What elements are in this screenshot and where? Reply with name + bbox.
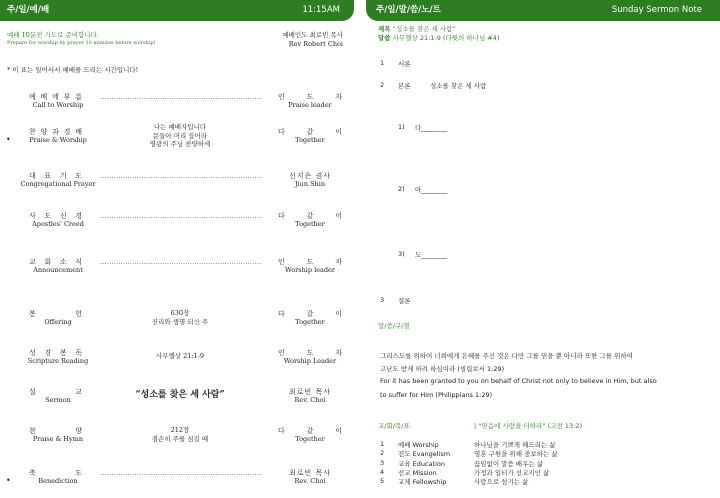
order-item-ko: 찬 양 xyxy=(29,427,85,435)
order-item-detail-line: 겸손히 주를 섬길 때 xyxy=(151,434,209,443)
order-item-detail-line: 나는 예배자입니다 xyxy=(153,123,207,131)
order-dots: ...................................................................... xyxy=(100,94,262,101)
order-item-detail-line: 212장 xyxy=(170,426,190,434)
order-item-detail-line: 630장 xyxy=(170,309,190,317)
vision-item-desc: 하나님을 기쁘게 해드리는 삶 xyxy=(474,441,556,449)
order-item-en: Benediction xyxy=(38,477,78,485)
order-dots: ...................................................................... xyxy=(100,213,262,220)
order-item-leader-en: Rev. Choi xyxy=(294,477,326,485)
order-item-en: Congregational Prayer xyxy=(20,180,96,188)
vision-item-desc: 영혼 구원을 위해 중보하는 삶 xyxy=(474,450,558,459)
order-item-detail-line: 사무엘상 21:1-9 xyxy=(155,352,205,360)
sermon-text-row xyxy=(378,33,499,42)
order-item-leader-ko: 최로빈 목사 xyxy=(288,469,332,477)
outline-num-2: 2 xyxy=(380,81,385,89)
order-item-detail xyxy=(95,391,265,400)
sermon-text: 사무엘상 21:1-9 (다윗의 하나님 #4) xyxy=(392,34,500,42)
outline-intro: 서론 xyxy=(398,60,411,68)
vision-item-name: 교육 Education xyxy=(398,459,445,468)
vision-heading: 교/회/목/표 xyxy=(378,422,410,430)
vision-item-num: 4 xyxy=(380,467,385,476)
memory-en-line1: For it has been granted to you on behalf of Christ not only to believe in Him, but also xyxy=(380,377,657,385)
outline-num-1: 1 xyxy=(380,59,385,67)
order-item-ko: 대 표 기 도 xyxy=(29,172,85,180)
vision-item-desc: 가정과 일터가 선교지인 삶 xyxy=(474,468,550,477)
prep-ko: 예배 10분전 기도로 준비합니다. xyxy=(7,31,99,39)
memory-heading: 말/씀/구/절 xyxy=(378,322,410,330)
order-item-detail-line: 진리와 생명 되신 주 xyxy=(151,317,209,326)
order-item-ko: 사 도 신 경 xyxy=(29,212,85,220)
outline-point-1: 다________ xyxy=(415,124,448,132)
vision-item-num: 5 xyxy=(380,477,385,486)
order-item-detail-line: 영광의 주님 찬양하세 xyxy=(149,140,211,148)
order-item-ko: 축 도 xyxy=(29,469,85,477)
order-dots: ...................................................................... xyxy=(100,470,262,477)
order-item-detail-line: “성소를 찾은 세 사람” xyxy=(135,390,225,400)
order-item-en: Offering xyxy=(44,318,72,326)
outline-point-3: 도________ xyxy=(415,251,448,259)
standing-bullet: • xyxy=(6,476,11,485)
outline-body-title: 성소를 찾은 세 사람 xyxy=(430,82,487,90)
prep-en: Prepare for worship by prayer 10 minutes before worship! xyxy=(7,40,156,46)
sermon-title-row xyxy=(378,24,456,33)
order-item-leader-en: Rev. Choi xyxy=(294,396,326,404)
memory-ko-line2: 고난도 받게 하려 하심이라 (빌립보서 1:29) xyxy=(380,365,505,373)
sermon-title-label: 제목 xyxy=(378,25,391,33)
order-item-ko: 교 회 소 식 xyxy=(29,258,85,266)
order-item-detail xyxy=(95,309,265,326)
order-item-ko: 봉 헌 xyxy=(29,310,85,318)
vision-item-num: 3 xyxy=(380,458,385,467)
leader-en: Rev Robert Choi xyxy=(288,40,343,48)
right-header-title: 주/일/말/씀/노/트 xyxy=(376,5,441,15)
left-header-bar xyxy=(0,0,354,21)
outline-point-2: 아________ xyxy=(415,186,448,194)
order-item-ko: 찬 양 과 경 배 xyxy=(29,128,85,136)
order-item-en: Apostles' Creed xyxy=(32,220,84,228)
outline-body: 본론 xyxy=(398,82,411,90)
order-item-ko: 예 배 에 부 름 xyxy=(29,93,85,101)
order-item-leader-en: Jiun Shin xyxy=(294,180,326,188)
order-dots: ...................................................................... xyxy=(100,259,262,266)
left-header-title: 주/일/예/배 xyxy=(7,5,50,15)
order-item-leader-ko: 인 도 자 xyxy=(278,258,342,266)
right-header-bar xyxy=(366,0,720,21)
vision-item-name: 예배 Worship xyxy=(398,441,439,449)
order-item-en: Scripture Reading xyxy=(27,357,89,365)
order-item-en: Call to Worship xyxy=(32,101,84,109)
sermon-text-label: 말씀 xyxy=(378,34,391,42)
leader-ko: 예배인도 최로빈 목사 xyxy=(282,31,343,39)
vision-item-desc: 사랑으로 섬기는 삶 xyxy=(474,478,529,487)
sermon-title: “성소를 찾은 세 사람” xyxy=(392,25,456,33)
order-item-leader-en: Worship Leader xyxy=(283,357,337,365)
order-item-leader-en: Together xyxy=(295,318,325,326)
order-item-en: Sermon xyxy=(45,396,71,404)
order-item-leader-en: Together xyxy=(295,435,325,443)
vision-item-num: 2 xyxy=(380,449,385,458)
vision-item-name: 선교 Mission xyxy=(398,468,437,477)
outline-point-num-3: 3) xyxy=(398,250,405,258)
order-item-ko: 설 교 xyxy=(29,388,85,396)
vision-item-name: 교제 Fellowship xyxy=(398,478,447,487)
vision-motto: | “믿음에 사랑을 더하라” (고전 13:2) xyxy=(474,422,582,430)
memory-en-line2: to suffer for Him (Philippians 1:29) xyxy=(380,391,493,399)
right-header-subtitle: Sunday Sermon Note xyxy=(611,5,702,15)
order-item-leader-ko: 신지은 권사 xyxy=(288,172,332,180)
order-dots: ...................................................................... xyxy=(100,173,262,180)
vision-item-name: 전도 Evangelism xyxy=(398,450,451,459)
outline-num-3: 3 xyxy=(380,296,385,304)
standing-bullet: • xyxy=(6,135,11,144)
order-item-leader-en: Together xyxy=(295,220,325,228)
order-item-leader-ko: 다 같 이 xyxy=(278,427,342,435)
order-item-leader-ko: 다 같 이 xyxy=(278,128,342,136)
outline-point-num-2: 2) xyxy=(398,185,405,193)
order-item-leader-ko: 인 도 자 xyxy=(278,93,342,101)
order-item-en: Praise & Worship xyxy=(29,136,87,144)
vision-item-desc: 끊임없이 말씀 배우는 삶 xyxy=(474,459,543,468)
outline-conclusion: 결론 xyxy=(398,297,411,305)
order-item-leader-en: Worship leader xyxy=(284,266,335,274)
outline-point-num-1: 1) xyxy=(398,123,405,131)
order-item-leader-ko: 다 같 이 xyxy=(278,212,342,220)
order-item-leader-ko: 최로빈 목사 xyxy=(288,388,332,396)
order-item-leader-en: Together xyxy=(295,136,325,144)
vision-item-num: 1 xyxy=(380,440,385,448)
order-item-leader-en: Praise leader xyxy=(288,101,332,109)
order-item-ko: 성 경 봉 독 xyxy=(29,349,85,357)
order-item-detail xyxy=(95,426,265,443)
order-item-detail-line: 문들아 머리 들어라 xyxy=(152,131,208,140)
left-header-time: 11:15AM xyxy=(302,5,340,15)
order-item-en: Praise & Hymn xyxy=(32,435,84,443)
order-item-detail xyxy=(95,123,265,149)
order-item-detail xyxy=(95,352,265,361)
standing-note: * 이 표는 일어서서 예배를 드리는 시간입니다! xyxy=(7,66,139,74)
memory-ko-line1: 그리스도를 위하여 너희에게 은혜를 주신 것은 다만 그를 믿을 뿐 아니라 또한 그를 위하여 xyxy=(380,352,633,360)
order-item-leader-ko: 인 도 자 xyxy=(278,349,342,357)
order-item-en: Announcement xyxy=(33,266,83,274)
order-item-leader-ko: 다 같 이 xyxy=(278,310,342,318)
